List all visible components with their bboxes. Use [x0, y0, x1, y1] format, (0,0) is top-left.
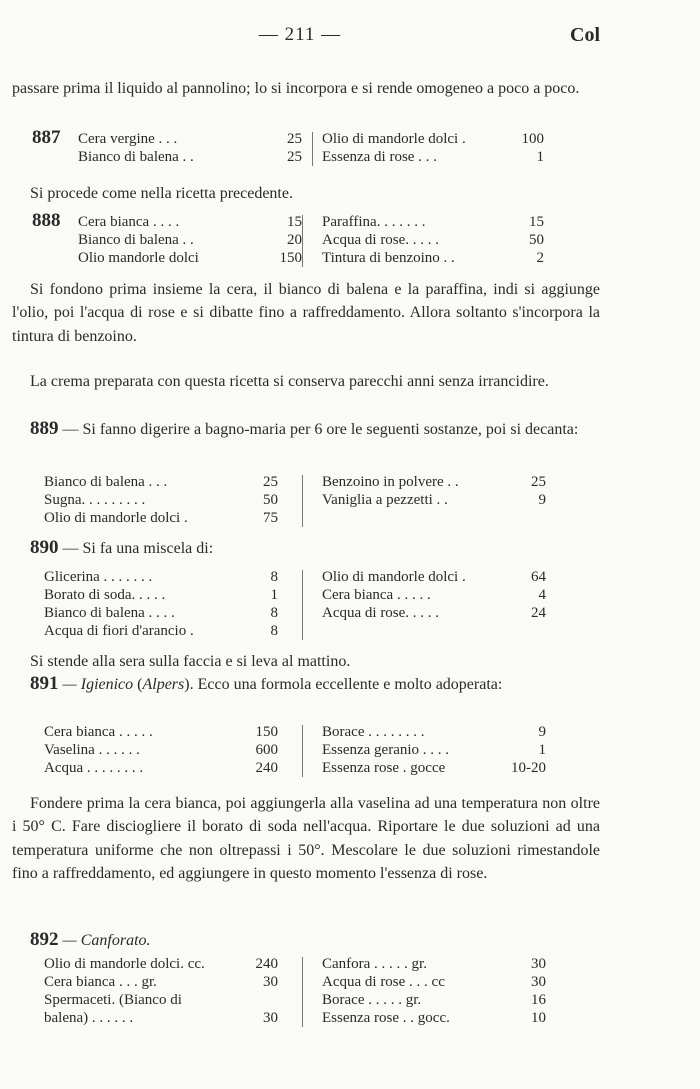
ingredient-row — [322, 991, 568, 1009]
ingredient-name: Cera vergine . . . — [78, 131, 178, 147]
recipe-right-column — [322, 473, 568, 509]
recipe-right-column — [322, 568, 568, 622]
ingredient-row — [322, 1009, 568, 1027]
ingredient-quantity: 16 — [531, 992, 546, 1008]
paragraph-stende: Si stende alla sera sulla faccia e si leva al mattino. — [30, 653, 351, 670]
ingredient-name: Glicerina . . . . . . . — [44, 569, 153, 585]
ingredient-quantity: 25 — [263, 474, 278, 490]
recipe-891 — [44, 723, 604, 779]
ingredient-quantity: 50 — [529, 232, 544, 248]
ingredient-name: Vaniglia a pezzetti . . — [322, 492, 448, 508]
ingredient-quantity: 8 — [270, 623, 278, 639]
ingredient-row — [44, 622, 290, 640]
ingredient-row — [322, 568, 568, 586]
ingredient-name: Bianco di balena . . . . — [44, 605, 175, 621]
column-divider — [302, 215, 303, 267]
ingredient-name: Essenza rose . gocce — [322, 760, 446, 776]
ingredient-name: Cera bianca . . . . . — [322, 587, 431, 603]
ingredient-quantity: 8 — [270, 605, 278, 621]
recipe-892 — [44, 955, 604, 1029]
ingredient-name: Essenza rose . . gocc. — [322, 1010, 450, 1026]
ingredient-quantity: 24 — [531, 605, 546, 621]
ingredient-row — [44, 586, 290, 604]
ingredient-row — [44, 568, 290, 586]
column-divider — [302, 475, 303, 527]
ingredient-row — [322, 741, 568, 759]
ingredient-row — [322, 604, 568, 622]
ingredient-quantity: 2 — [536, 250, 544, 266]
ingredient-name: Borato di soda. . . . . — [44, 587, 166, 603]
paragraph-intro: passare prima il liquido al pannolino; lo si incorpora e si rende omogeneo a poco a poco. — [12, 80, 580, 97]
ingredient-name: Benzoino in polvere . . — [322, 474, 459, 490]
ingredient-row — [78, 148, 324, 166]
ingredient-quantity: 30 — [263, 1010, 278, 1026]
ingredient-name: Olio di mandorle dolci . — [44, 510, 188, 526]
ingredient-quantity: 25 — [287, 149, 302, 165]
recipe-887 — [32, 127, 592, 170]
ingredient-row — [322, 955, 568, 973]
ingredient-name: Cera bianca . . . gr. — [44, 974, 157, 990]
paragraph-892: 892 — Canforato. — [30, 929, 151, 950]
ingredient-row — [44, 741, 290, 759]
ingredient-name: Canfora . . . . . gr. — [322, 956, 427, 972]
ingredient-name: Bianco di balena . . . — [44, 474, 168, 490]
ingredient-name: Olio di mandorle dolci. cc. — [44, 956, 205, 972]
ingredient-name: Tintura di benzoino . . — [322, 250, 455, 266]
recipe-890 — [44, 568, 604, 642]
ingredient-name: Olio di mandorle dolci . — [322, 131, 466, 147]
ingredient-name: Acqua di rose . . . cc — [322, 974, 445, 990]
ingredient-row — [44, 723, 290, 741]
ingredient-row — [44, 604, 290, 622]
ingredient-quantity: 4 — [538, 587, 546, 603]
ingredient-row — [322, 586, 568, 604]
ingredient-quantity: 240 — [255, 956, 278, 972]
ingredient-quantity: 30 — [531, 956, 546, 972]
page-number: — 211 — — [258, 24, 342, 45]
ingredient-name: Sugna. . . . . . . . . — [44, 492, 146, 508]
ingredient-quantity: 150 — [255, 724, 278, 740]
ingredient-row — [78, 130, 324, 148]
ingredient-name: Acqua di rose. . . . . — [322, 232, 440, 248]
ingredient-row — [322, 491, 568, 509]
recipe-right-column — [322, 955, 568, 1027]
ingredient-name: Cera bianca . . . . — [78, 214, 180, 230]
ingredient-row — [44, 759, 290, 777]
ingredient-quantity: 50 — [263, 492, 278, 508]
ingredient-row — [322, 759, 568, 777]
ingredient-row — [44, 491, 290, 509]
ingredient-row — [322, 231, 566, 249]
ingredient-quantity: 15 — [529, 214, 544, 230]
recipe-888 — [32, 210, 592, 269]
ingredient-quantity: 1 — [270, 587, 278, 603]
ingredient-row — [322, 249, 566, 267]
paragraph-crema: La crema preparata con questa ricetta si conserva parecchi anni senza irrancidire. — [30, 373, 549, 390]
paragraph-890: 890 — Si fa una miscela di: — [30, 537, 214, 558]
ingredient-quantity: 1 — [538, 742, 546, 758]
ingredient-quantity: 1 — [536, 149, 544, 165]
recipe-right-column — [322, 213, 566, 267]
recipe-right-column — [322, 130, 566, 166]
ingredient-row — [44, 473, 290, 491]
recipe-number: 887 — [32, 127, 61, 148]
ingredient-row — [78, 249, 324, 267]
ingredient-quantity: 30 — [263, 974, 278, 990]
ingredient-name: Bianco di balena . . — [78, 232, 194, 248]
paragraph-891: 891 — Igienico (Alpers). Ecco una formola eccellente e molto adoperata: — [30, 673, 503, 694]
ingredient-name: Paraffina. . . . . . . — [322, 214, 426, 230]
ingredient-name: Acqua di rose. . . . . — [322, 605, 440, 621]
page-header — [0, 24, 700, 54]
ingredient-row — [322, 130, 566, 148]
ingredient-name: Cera bianca . . . . . — [44, 724, 153, 740]
recipe-left-column — [78, 213, 324, 267]
ingredient-quantity: 30 — [531, 974, 546, 990]
ingredient-row — [44, 991, 290, 1009]
ingredient-quantity: 15 — [287, 214, 302, 230]
ingredient-name: Acqua . . . . . . . . — [44, 760, 144, 776]
running-head: Col — [570, 24, 600, 46]
recipe-left-column — [44, 955, 290, 1027]
ingredient-row — [78, 213, 324, 231]
ingredient-row — [322, 213, 566, 231]
ingredient-name: Essenza geranio . . . . — [322, 742, 450, 758]
ingredient-name: Olio di mandorle dolci . — [322, 569, 466, 585]
recipe-number: 888 — [32, 210, 61, 231]
ingredient-row — [44, 973, 290, 991]
ingredient-quantity: 150 — [279, 250, 302, 266]
recipe-left-column — [44, 723, 290, 777]
recipe-left-column — [44, 568, 290, 640]
ingredient-name: Bianco di balena . . — [78, 149, 194, 165]
column-divider — [302, 570, 303, 640]
ingredient-quantity: 9 — [538, 724, 546, 740]
ingredient-row — [322, 148, 566, 166]
ingredient-row — [44, 955, 290, 973]
ingredient-name: Acqua di fiori d'arancio . — [44, 623, 194, 639]
ingredient-row — [322, 473, 568, 491]
ingredient-quantity: 20 — [287, 232, 302, 248]
ingredient-quantity: 75 — [263, 510, 278, 526]
ingredient-name: Borace . . . . . . . . — [322, 724, 425, 740]
ingredient-row — [44, 1009, 290, 1027]
paragraph-889: 889 — Si fanno digerire a bagno-maria per 6 ore le seguenti sostanze, poi si decanta: — [30, 418, 579, 439]
ingredient-quantity: 240 — [255, 760, 278, 776]
ingredient-quantity: 64 — [531, 569, 546, 585]
column-divider — [302, 725, 303, 777]
paragraph-procede: Si procede come nella ricetta precedente. — [30, 185, 293, 202]
ingredient-row — [322, 723, 568, 741]
ingredient-quantity: 10-20 — [511, 760, 546, 776]
ingredient-quantity: 600 — [255, 742, 278, 758]
paragraph-fondono: Si fondono prima insieme la cera, il bianco di balena e la paraffina, indi si aggiunge l'olio, poi l'acqua di rose e si dibatte fino a raffreddamento. Allora soltanto s'incorpora la tintura di benzoino. — [12, 281, 600, 345]
ingredient-quantity: 25 — [531, 474, 546, 490]
paragraph-fondere: Fondere prima la cera bianca, poi aggiungerla alla vaselina ad una temperatura non oltre i 50° C. Fare disciogliere il borato di soda nell'acqua. Riportare le due soluzioni ad una temperatura uniforme che non oltrepassi i 50°. Mescolare le due soluzioni rimestandole fino a raffreddamento, ed aggiungere in questo momento l'essenza di rose. — [12, 795, 600, 883]
ingredient-name: Spermaceti. (Bianco di — [44, 992, 182, 1008]
recipe-right-column — [322, 723, 568, 777]
recipe-left-column — [78, 130, 324, 166]
ingredient-quantity: 10 — [531, 1010, 546, 1026]
ingredient-quantity: 8 — [270, 569, 278, 585]
ingredient-row — [322, 973, 568, 991]
ingredient-quantity: 25 — [287, 131, 302, 147]
recipe-left-column — [44, 473, 290, 527]
ingredient-name: Essenza di rose . . . — [322, 149, 437, 165]
ingredient-row — [44, 509, 290, 527]
ingredient-name: Olio mandorle dolci — [78, 250, 199, 266]
recipe-889 — [44, 473, 604, 529]
ingredient-quantity: 100 — [521, 131, 544, 147]
ingredient-quantity: 9 — [538, 492, 546, 508]
ingredient-name: Borace . . . . . gr. — [322, 992, 422, 1008]
column-divider — [302, 957, 303, 1027]
ingredient-name: Vaselina . . . . . . — [44, 742, 140, 758]
column-divider — [312, 132, 313, 166]
ingredient-name: balena) . . . . . . — [44, 1010, 134, 1026]
ingredient-row — [78, 231, 324, 249]
